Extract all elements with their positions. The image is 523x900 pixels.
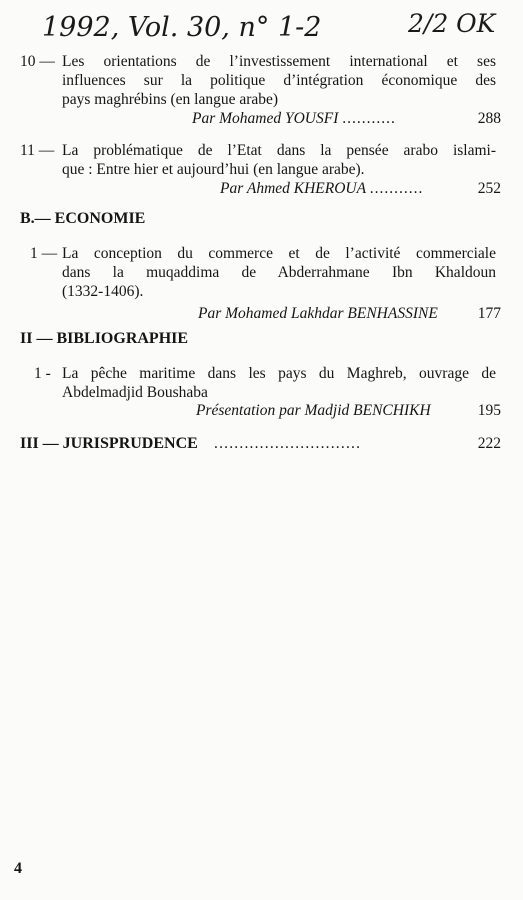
handwritten-status-note: 2/2 OK [408,9,496,38]
entry-page-number: 177 [477,305,501,322]
section-heading-economie: B.— ECONOMIE [20,210,146,227]
entry-title-line: Abdelmadjid Boushaba [62,384,208,401]
entry-title-line: pays maghrébins (en langue arabe) [62,91,279,108]
entry-title-line: Les orientations de l’investissement international et ses [62,53,496,70]
entry-author [192,109,396,128]
entry-title-line: La pêche maritime dans les pays du Maghreb, ouvrage de [62,365,496,382]
leader-dots: ............................. [214,435,362,452]
entry-page-number: 222 [477,435,501,452]
entry-page-number: 195 [477,402,501,419]
author-name: Par Mohamed YOUSFI [192,110,339,127]
leader-dots: ........... [369,180,424,197]
entry-title-line: (1332-1406). [62,283,144,300]
entry-page-number: 288 [477,110,501,127]
entry-title-line: dans la muqaddima de Abderrahmane Ibn Khaldoun [62,264,496,281]
section-heading-jurisprudence: III — JURISPRUDENCE [20,435,198,452]
entry-title-line: influences sur la politique d’intégration économique des [62,72,496,89]
entry-author: Par Mohamed Lakhdar BENHASSINE [198,305,438,322]
handwritten-volume-note: 1992, Vol. 30, n° 1-2 [42,12,322,43]
author-name: Par Ahmed KHEROUA [220,180,366,197]
entry-number: 10 — [20,53,55,70]
entry-title-line: La problématique de l’Etat dans la pensée arabo islami- [62,142,496,159]
entry-title-line: La conception du commerce et de l’activité commerciale [62,245,496,262]
entry-author [220,179,423,198]
entry-number: 1 - [34,365,51,382]
page-number: 4 [14,860,22,877]
entry-author: Présentation par Madjid BENCHIKH [196,402,431,419]
entry-number: 1 — [30,245,58,262]
entry-page-number: 252 [477,180,501,197]
section-heading-bibliographie: II — BIBLIOGRAPHIE [20,330,189,347]
leader-dots: ........... [342,110,396,127]
handwritten-annotation [40,2,520,46]
entry-number: 11 — [20,142,55,159]
entry-title-line: que : Entre hier et aujourd’hui (en langue arabe). [62,161,365,178]
